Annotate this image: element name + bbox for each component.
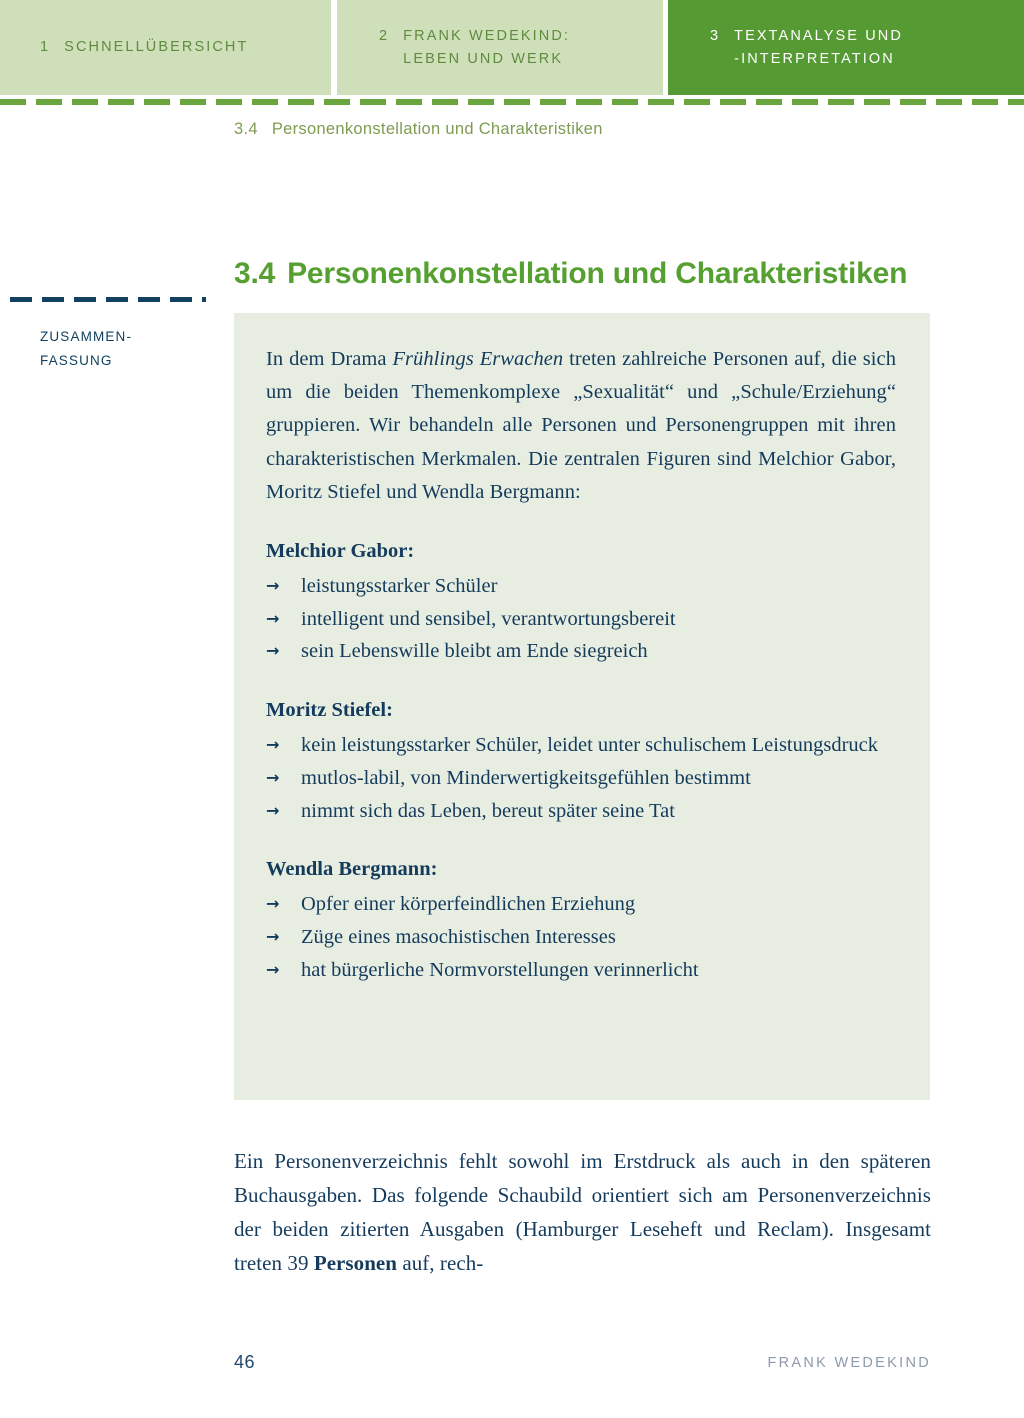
list-item (266, 570, 896, 603)
list-item (266, 603, 896, 636)
header-dashed-rule (0, 99, 1024, 105)
tab-1-number: 1 (40, 39, 51, 56)
closing-paragraph (234, 1144, 931, 1280)
tab-1-content (0, 36, 248, 58)
footer-book-title: FRANK WEDEKIND (767, 1355, 931, 1371)
list-item (266, 795, 896, 828)
summary-intro-paragraph (266, 343, 896, 509)
character-traits-moritz (266, 729, 896, 827)
tab-2-label-line1: FRANK WEDEKIND: (403, 28, 571, 45)
summary-intro-part1: In dem Drama (266, 348, 393, 370)
closing-part1: Ein Personenverzeichnis fehlt sowohl im Erstdruck als auch in den späteren Buchausgaben. Das folgende Schaubild orientiert sich am Personenverzeichnis der beiden zitierten Ausgaben (Hamburger Leseheft und Reclam). Insgesamt treten 39 (234, 1149, 931, 1276)
chapter-tab-strip (0, 0, 1024, 95)
list-item (266, 921, 896, 954)
arrow-right-icon: → (266, 641, 280, 661)
trait-text: sein Lebenswille bleibt am Ende siegreich (301, 640, 648, 663)
tab-2-label (403, 25, 570, 70)
section-number: 3.4 (234, 257, 276, 291)
tab-2-content (337, 25, 570, 70)
tab-3-label-line1: TEXTANALYSE UND (734, 28, 903, 45)
tab-3-label (734, 25, 903, 70)
character-block-moritz (266, 695, 896, 827)
arrow-right-icon: → (266, 767, 280, 787)
list-item (266, 729, 896, 762)
margin-dashed-rule (10, 297, 206, 302)
chapter-tab-frank-wedekind[interactable] (337, 0, 663, 95)
margin-marker-label-line2: FASSUNG (40, 352, 113, 368)
page-title (234, 257, 954, 291)
tab-1-label (64, 36, 248, 58)
trait-text: intelligent und sensibel, verantwortungsbereit (301, 607, 676, 630)
section-title: Personenkonstellation und Charakteristiken (287, 257, 908, 291)
tab-3-number: 3 (710, 28, 721, 45)
running-head-title: Personenkonstellation und Charakteristiken (271, 120, 603, 138)
tab-3-content (668, 25, 903, 70)
arrow-right-icon: → (266, 734, 280, 754)
summary-intro-part2: treten zahlreiche Personen auf, die sich um die beiden Themenkomplexe „Sexualität“ und „Schule/Erziehung“ gruppieren. Wir behandeln alle Personen und Personengruppen mit ihren charakteristischen Merkmalen. Die zentralen Figuren sind Melchior Gabor, Moritz Stiefel und Wendla Bergmann: (266, 348, 896, 503)
margin-marker-zusammenfassung (10, 297, 206, 372)
list-item (266, 954, 896, 987)
tab-1-label-line1: SCHNELLÜBERSICHT (64, 39, 249, 56)
list-item (266, 762, 896, 795)
running-head-number: 3.4 (234, 120, 258, 138)
footer-page-number: 46 (234, 1352, 256, 1372)
character-name-melchior: Melchior Gabor: (266, 540, 415, 563)
tab-3-label-line2: -INTERPRETATION (734, 50, 895, 67)
margin-marker-label-line1: ZUSAMMEN- (40, 329, 133, 344)
arrow-right-icon: → (266, 800, 280, 820)
character-traits-melchior (266, 570, 896, 668)
trait-text: kein leistungsstarker Schüler, leidet unter schulischem Leistungsdruck (301, 733, 879, 756)
drama-title-italic: Frühlings Erwachen (392, 348, 564, 370)
tab-2-label-line2: LEBEN UND WERK (403, 50, 564, 67)
trait-text: Opfer einer körperfeindlichen Erziehung (301, 893, 636, 916)
trait-text: mutlos-labil, von Minderwertigkeitsgefühlen bestimmt (301, 766, 751, 789)
list-item (266, 635, 896, 668)
arrow-right-icon: → (266, 926, 280, 946)
margin-marker-label (40, 325, 206, 372)
arrow-right-icon: → (266, 608, 280, 628)
trait-text: leistungsstarker Schüler (301, 574, 498, 597)
tab-2-number: 2 (379, 28, 390, 45)
character-name-moritz: Moritz Stiefel: (266, 699, 393, 722)
arrow-right-icon: → (266, 959, 280, 979)
character-traits-wendla (266, 888, 896, 986)
trait-text: Züge eines masochistischen Interesses (301, 925, 616, 948)
chapter-tab-textanalyse-active[interactable] (668, 0, 1024, 95)
summary-box (234, 313, 930, 1100)
closing-bold-personen: Personen (313, 1251, 398, 1276)
list-item (266, 888, 896, 921)
character-block-wendla (266, 854, 896, 986)
character-block-melchior (266, 536, 896, 668)
running-head (234, 120, 603, 139)
trait-text: hat bürgerliche Normvorstellungen verinnerlicht (301, 958, 699, 981)
trait-text: nimmt sich das Leben, bereut später seine Tat (301, 799, 675, 822)
arrow-right-icon: → (266, 894, 280, 914)
character-name-wendla: Wendla Bergmann: (266, 858, 438, 881)
arrow-right-icon: → (266, 575, 280, 595)
closing-part2: auf, rech- (397, 1251, 484, 1276)
chapter-tab-schnelluebersicht[interactable] (0, 0, 331, 95)
